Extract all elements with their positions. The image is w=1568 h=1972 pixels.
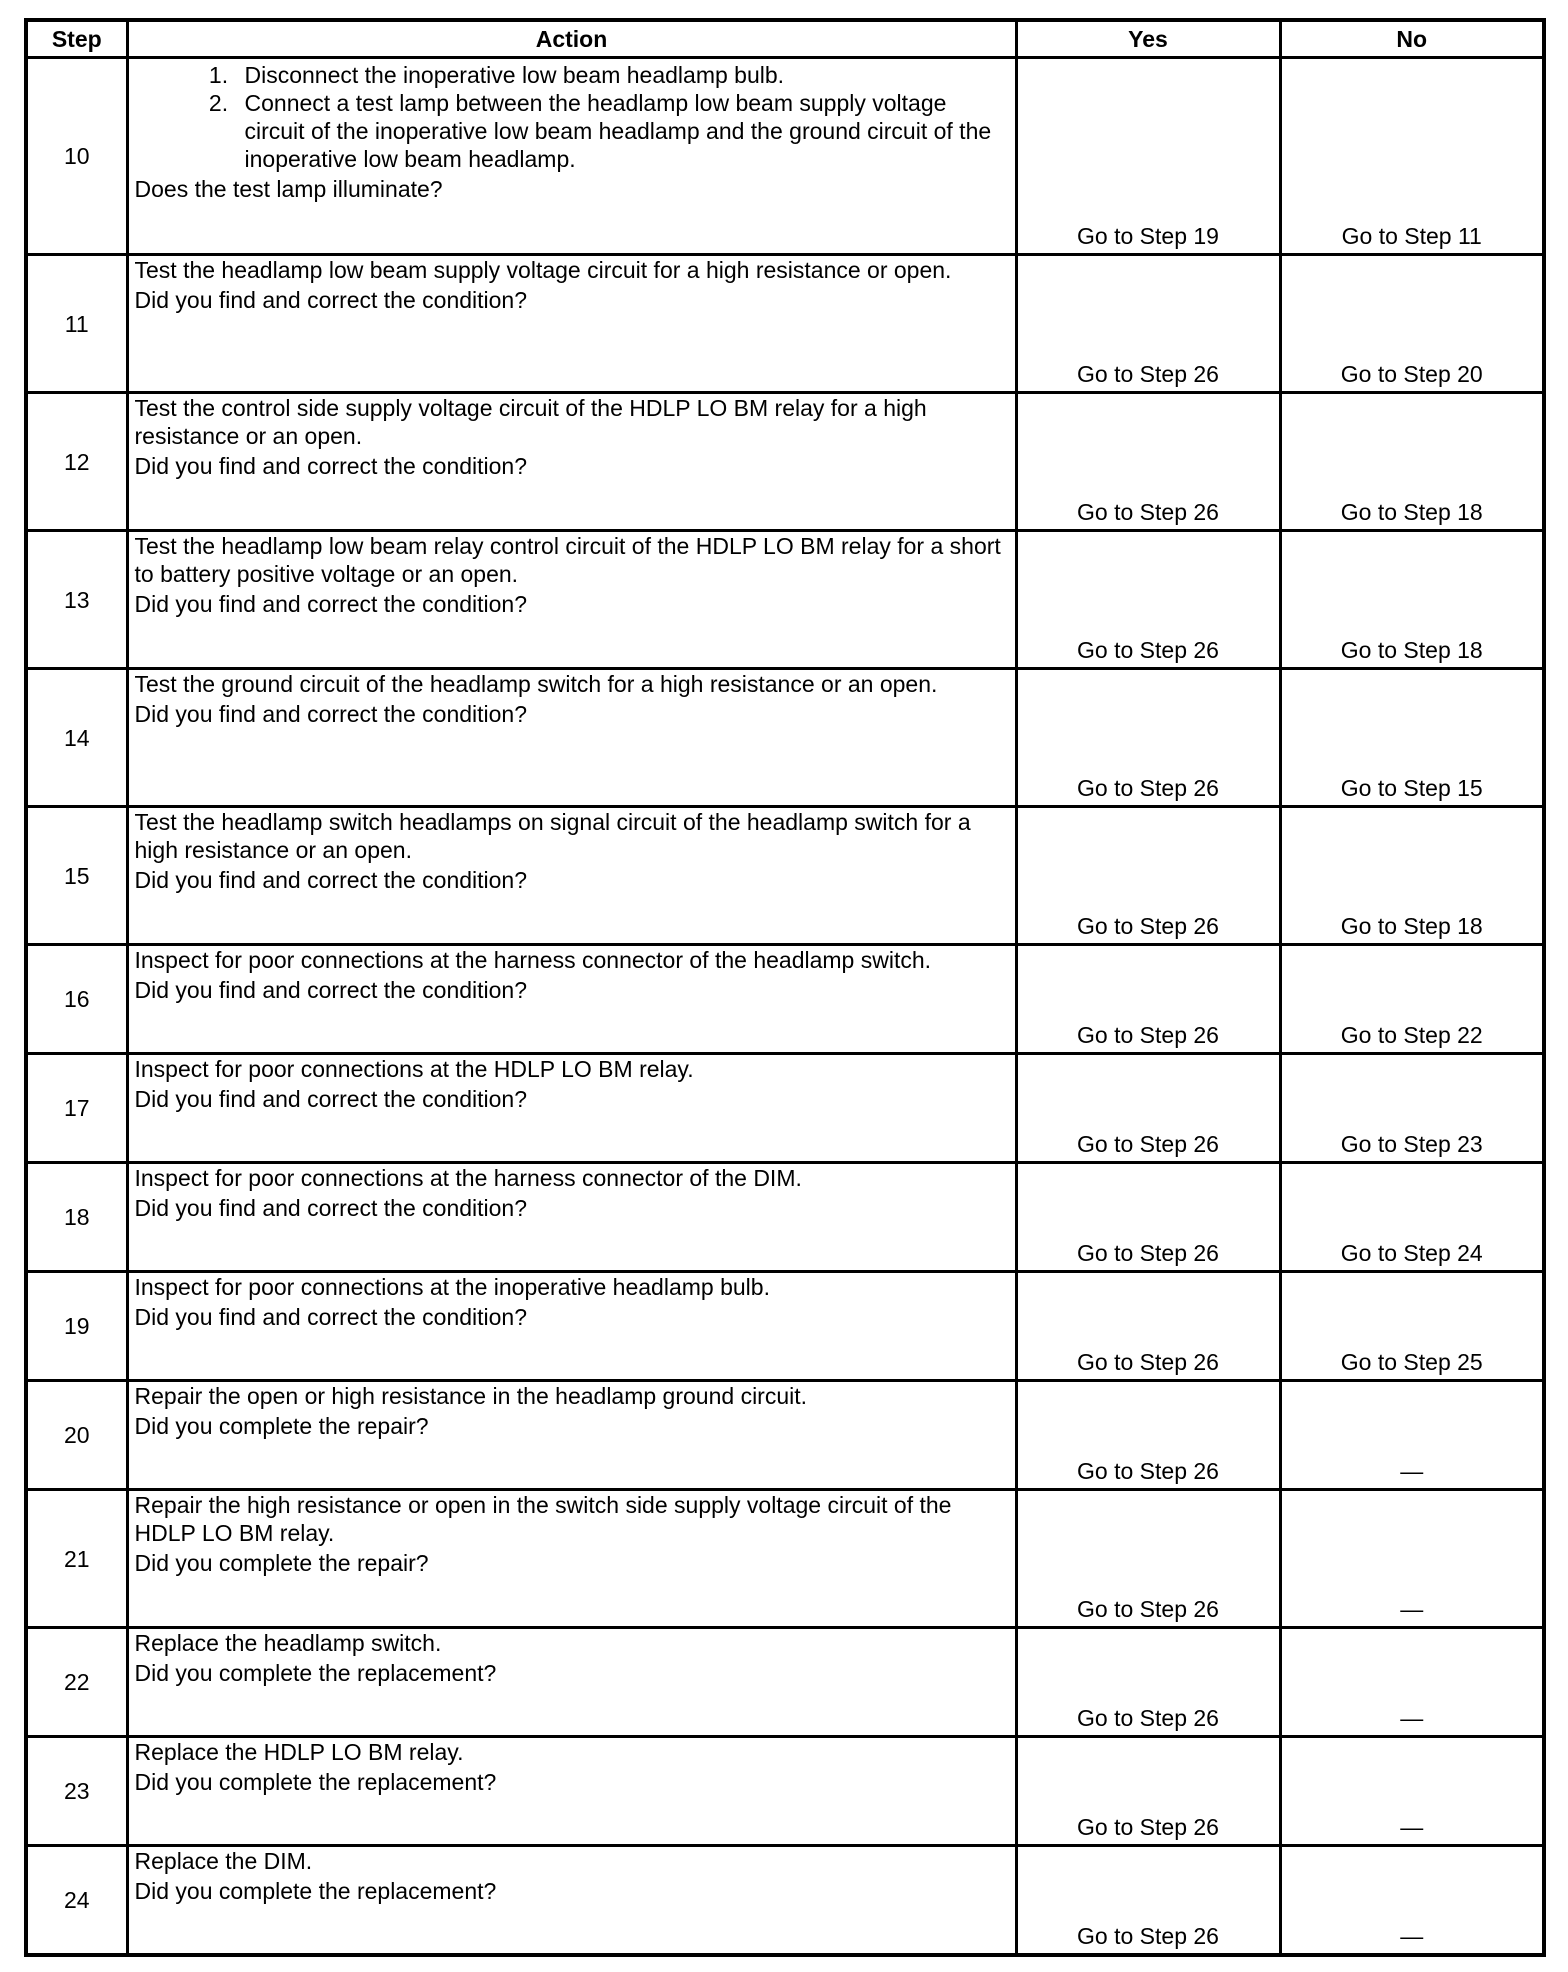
- action-question: Did you find and correct the condition?: [134, 453, 528, 479]
- action-steps-list: [135, 61, 1009, 173]
- yes-result: Go to Step 26: [1016, 1272, 1280, 1381]
- table-row: [26, 255, 1544, 393]
- action-question: Did you complete the replacement?: [134, 1769, 497, 1795]
- table-row: [26, 669, 1544, 807]
- action-cell: [127, 807, 1016, 945]
- no-result: —: [1280, 1490, 1544, 1628]
- step-number: 22: [26, 1628, 127, 1737]
- step-number: 12: [26, 393, 127, 531]
- yes-result: Go to Step 26: [1016, 1163, 1280, 1272]
- header-step: Step: [26, 20, 127, 58]
- action-text: Inspect for poor connections at the harness connector of the DIM.: [134, 1165, 802, 1191]
- step-number: 21: [26, 1490, 127, 1628]
- action-question: Did you find and correct the condition?: [134, 867, 528, 893]
- action-question: Did you find and correct the condition?: [134, 591, 528, 617]
- table-row: [26, 1846, 1544, 1955]
- no-result: Go to Step 18: [1280, 807, 1544, 945]
- yes-result: Go to Step 26: [1016, 945, 1280, 1054]
- action-step-item: 2. Connect a test lamp between the headlamp low beam supply voltage circuit of the inoperative low beam headlamp and the ground circuit of the inoperative low beam headlamp.: [235, 89, 1009, 173]
- action-cell: [127, 531, 1016, 669]
- table-row: [26, 1628, 1544, 1737]
- step-number: 14: [26, 669, 127, 807]
- action-question: Did you find and correct the condition?: [134, 977, 528, 1003]
- action-cell: [127, 1737, 1016, 1846]
- yes-result: Go to Step 26: [1016, 393, 1280, 531]
- yes-result: Go to Step 26: [1016, 1846, 1280, 1955]
- no-result: Go to Step 22: [1280, 945, 1544, 1054]
- action-text: Test the headlamp low beam relay control circuit of the HDLP LO BM relay for a short to battery positive voltage or an open.: [134, 533, 1001, 587]
- yes-result: Go to Step 26: [1016, 807, 1280, 945]
- action-text: Inspect for poor connections at the inoperative headlamp bulb.: [134, 1274, 770, 1300]
- step-number: 13: [26, 531, 127, 669]
- table-row: [26, 1737, 1544, 1846]
- action-text: Test the headlamp switch headlamps on signal circuit of the headlamp switch for a high resistance or an open.: [134, 809, 971, 863]
- action-step-item: 1. Disconnect the inoperative low beam headlamp bulb.: [235, 61, 1009, 89]
- yes-result: Go to Step 26: [1016, 1737, 1280, 1846]
- action-question: Did you find and correct the condition?: [134, 1086, 528, 1112]
- action-text: Test the control side supply voltage circuit of the HDLP LO BM relay for a high resistance or an open.: [134, 395, 927, 449]
- no-result: Go to Step 20: [1280, 255, 1544, 393]
- action-question: Did you find and correct the condition?: [134, 1195, 528, 1221]
- diagnostic-table: [24, 18, 1546, 1957]
- no-result: Go to Step 15: [1280, 669, 1544, 807]
- action-text: Repair the open or high resistance in the headlamp ground circuit.: [134, 1383, 808, 1409]
- no-result: Go to Step 18: [1280, 393, 1544, 531]
- no-result: —: [1280, 1846, 1544, 1955]
- yes-result: Go to Step 26: [1016, 255, 1280, 393]
- action-question: Did you find and correct the condition?: [134, 1304, 528, 1330]
- action-question: Did you find and correct the condition?: [134, 701, 528, 727]
- yes-result: Go to Step 26: [1016, 1054, 1280, 1163]
- action-question: Did you complete the replacement?: [134, 1660, 497, 1686]
- step-number: 23: [26, 1737, 127, 1846]
- step-number: 17: [26, 1054, 127, 1163]
- step-number: 20: [26, 1381, 127, 1490]
- header-action: Action: [127, 20, 1016, 58]
- table-row: [26, 1381, 1544, 1490]
- yes-result: Go to Step 26: [1016, 531, 1280, 669]
- step-number: 10: [26, 58, 127, 255]
- step-number: 15: [26, 807, 127, 945]
- action-text: Inspect for poor connections at the harness connector of the headlamp switch.: [134, 947, 932, 973]
- action-text: Replace the headlamp switch.: [134, 1630, 442, 1656]
- action-text: Replace the DIM.: [134, 1848, 313, 1874]
- action-cell: [127, 1628, 1016, 1737]
- action-cell: [127, 1054, 1016, 1163]
- action-cell: [127, 58, 1016, 255]
- table-row: [26, 1272, 1544, 1381]
- yes-result: Go to Step 26: [1016, 1628, 1280, 1737]
- table-row: [26, 1490, 1544, 1628]
- header-no: No: [1280, 20, 1544, 58]
- no-result: —: [1280, 1381, 1544, 1490]
- table-row: [26, 393, 1544, 531]
- action-text: Repair the high resistance or open in the switch side supply voltage circuit of the HDLP LO BM relay.: [134, 1492, 952, 1546]
- action-question: Did you complete the replacement?: [134, 1878, 497, 1904]
- step-number: 19: [26, 1272, 127, 1381]
- action-question: Did you complete the repair?: [134, 1413, 429, 1439]
- no-result: Go to Step 11: [1280, 58, 1544, 255]
- action-cell: [127, 1381, 1016, 1490]
- action-cell: [127, 1846, 1016, 1955]
- action-cell: [127, 1163, 1016, 1272]
- action-cell: [127, 255, 1016, 393]
- action-cell: [127, 1490, 1016, 1628]
- no-result: Go to Step 23: [1280, 1054, 1544, 1163]
- action-question: Did you complete the repair?: [134, 1550, 429, 1576]
- no-result: Go to Step 24: [1280, 1163, 1544, 1272]
- table-row: [26, 945, 1544, 1054]
- table-row: [26, 531, 1544, 669]
- yes-result: Go to Step 19: [1016, 58, 1280, 255]
- header-row: [26, 20, 1544, 58]
- yes-result: Go to Step 26: [1016, 1381, 1280, 1490]
- no-result: —: [1280, 1737, 1544, 1846]
- table-row: [26, 1163, 1544, 1272]
- action-question: Did you find and correct the condition?: [134, 287, 528, 313]
- no-result: —: [1280, 1628, 1544, 1737]
- action-text: Test the ground circuit of the headlamp switch for a high resistance or an open.: [134, 671, 938, 697]
- step-number: 18: [26, 1163, 127, 1272]
- step-number: 24: [26, 1846, 127, 1955]
- yes-result: Go to Step 26: [1016, 1490, 1280, 1628]
- table-row: [26, 807, 1544, 945]
- no-result: Go to Step 18: [1280, 531, 1544, 669]
- action-question: Does the test lamp illuminate?: [134, 176, 443, 202]
- action-cell: [127, 945, 1016, 1054]
- action-text: Replace the HDLP LO BM relay.: [134, 1739, 464, 1765]
- header-yes: Yes: [1016, 20, 1280, 58]
- action-text: Inspect for poor connections at the HDLP LO BM relay.: [134, 1056, 694, 1082]
- table-row: [26, 58, 1544, 255]
- table-row: [26, 1054, 1544, 1163]
- action-text: Test the headlamp low beam supply voltage circuit for a high resistance or open.: [134, 257, 952, 283]
- action-cell: [127, 1272, 1016, 1381]
- step-number: 16: [26, 945, 127, 1054]
- no-result: Go to Step 25: [1280, 1272, 1544, 1381]
- yes-result: Go to Step 26: [1016, 669, 1280, 807]
- action-cell: [127, 669, 1016, 807]
- step-number: 11: [26, 255, 127, 393]
- action-cell: [127, 393, 1016, 531]
